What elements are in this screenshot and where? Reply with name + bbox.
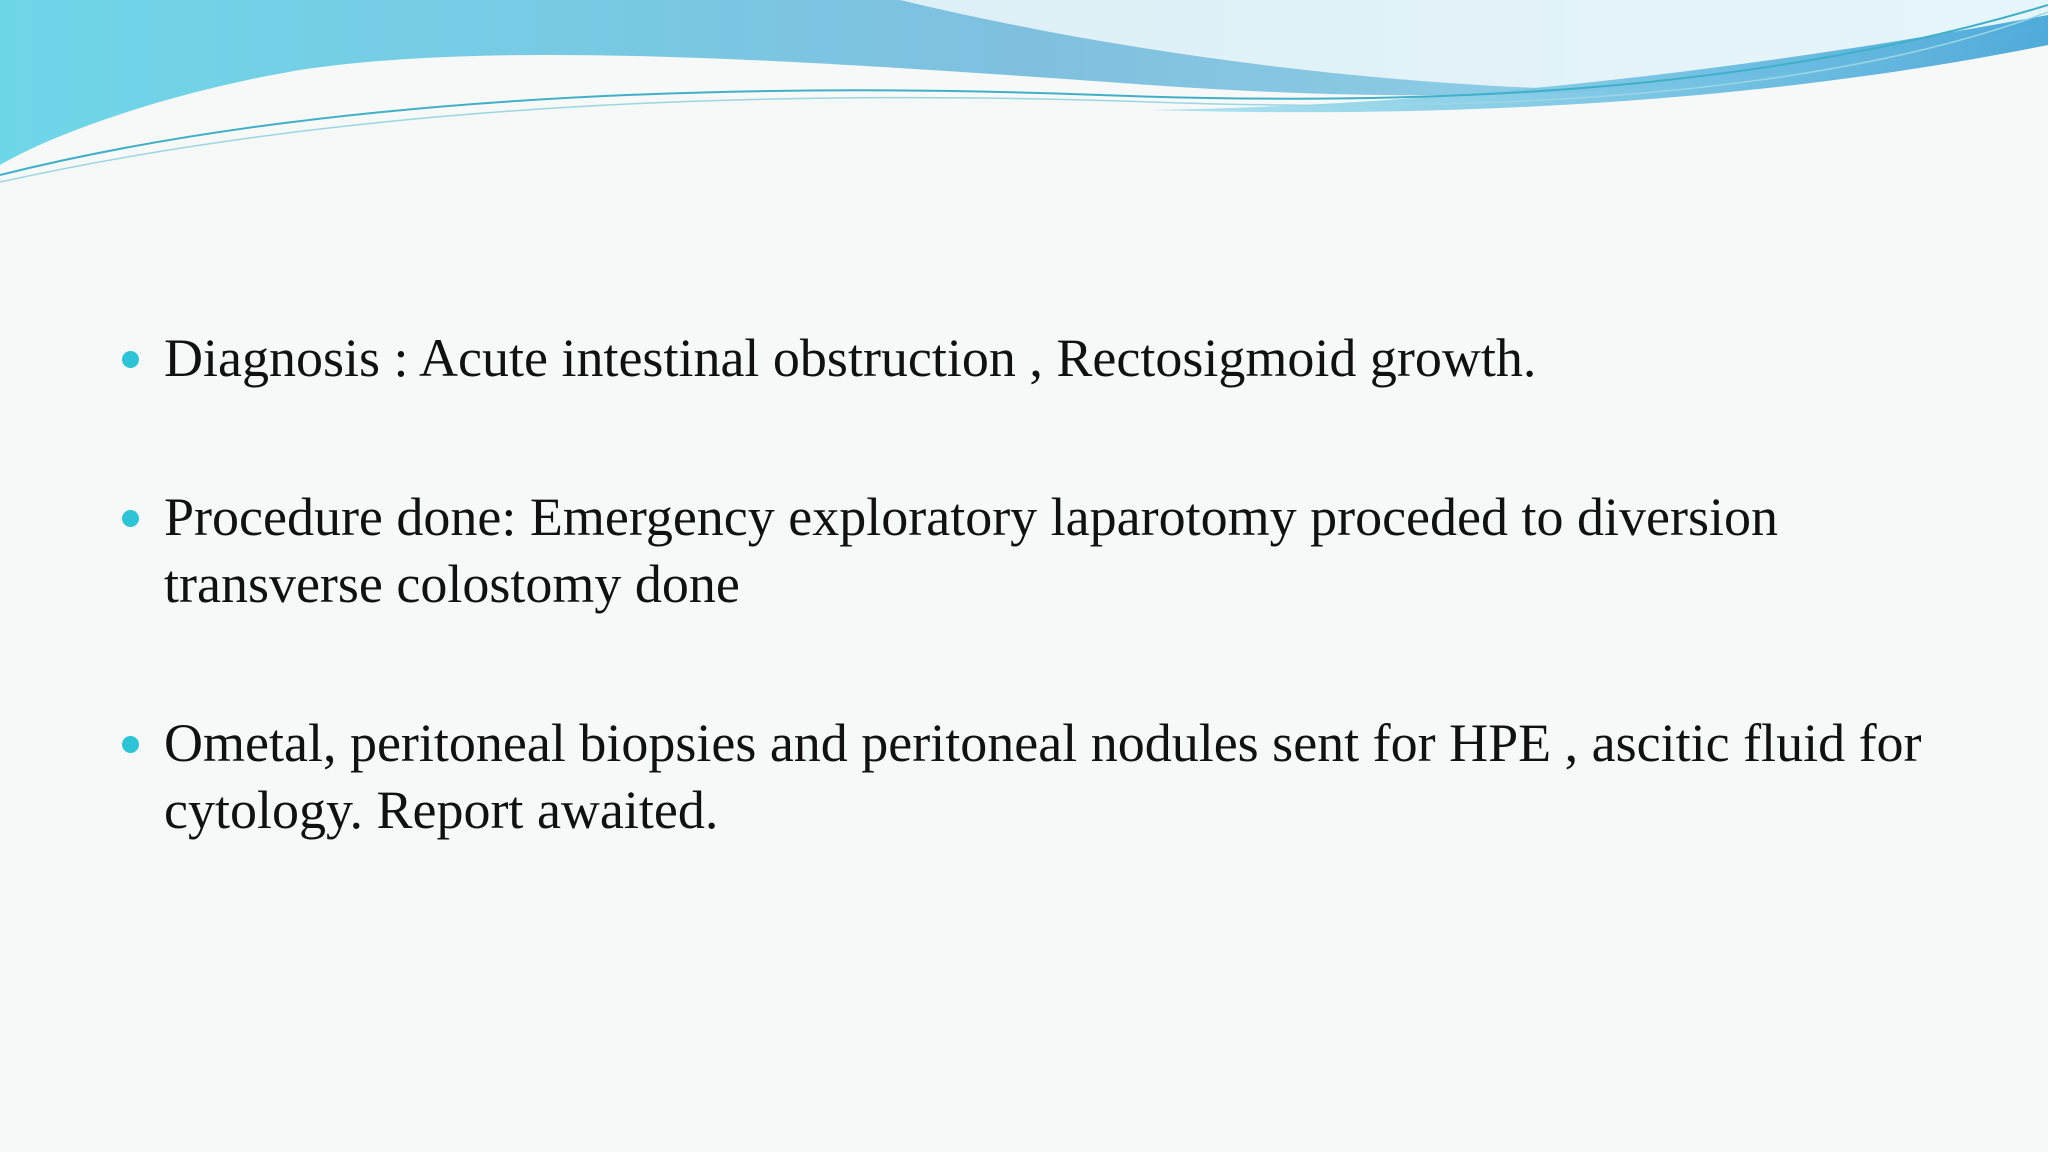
- bullet-diagnosis: [120, 325, 1950, 392]
- bullet-marker: [122, 510, 139, 527]
- bullet-marker: [122, 351, 139, 368]
- bullet-text: Diagnosis : Acute intestinal obstruction , Rectosigmoid growth.: [164, 328, 1537, 388]
- bullet-text: Procedure done: Emergency exploratory laparotomy proceded to diversion transverse colostomy done: [164, 487, 1778, 614]
- header-wave-decoration: [0, 0, 2048, 200]
- bullet-marker: [122, 736, 139, 753]
- bullet-procedure: [120, 484, 1950, 618]
- bullet-list: [120, 325, 1950, 936]
- bullet-biopsies: [120, 710, 1950, 844]
- bullet-text: Ometal, peritoneal biopsies and peritoneal nodules sent for HPE , ascitic fluid for cytology. Report awaited.: [164, 713, 1922, 840]
